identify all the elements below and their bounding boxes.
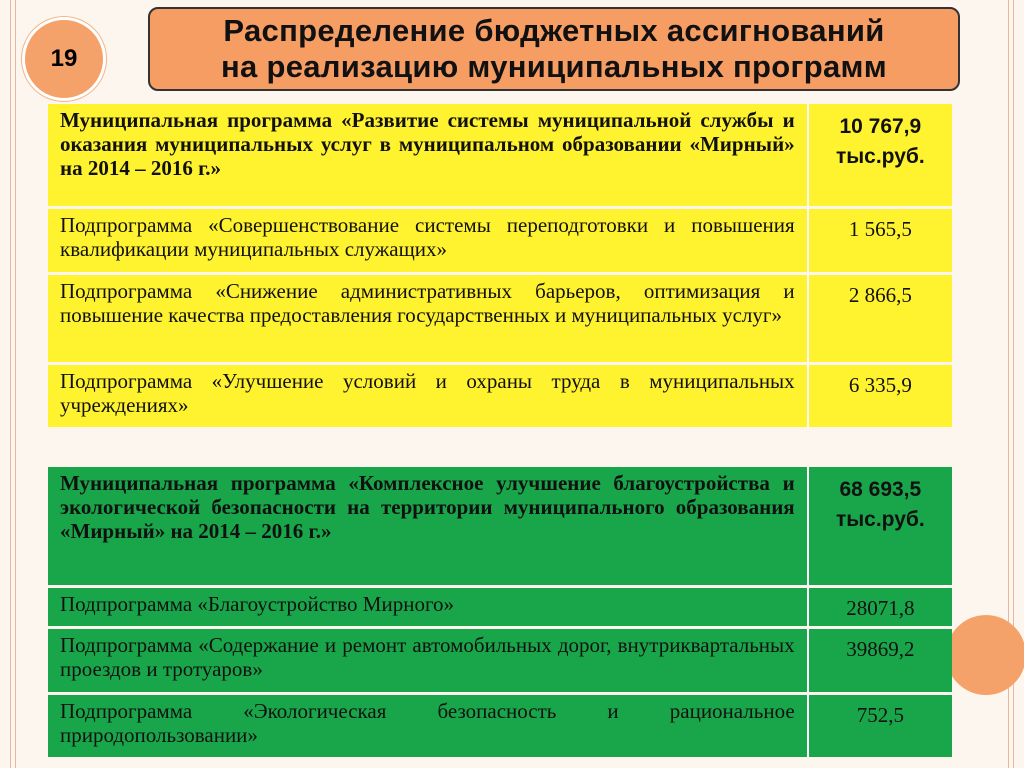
subprogram-text: Подпрограмма «Снижение административных барьеров, оптимизация и повышение качества предоставления государственных и муниципальных услуг»: [48, 275, 809, 362]
program-2-unit: тыс.руб.: [835, 508, 925, 531]
frame-left-decoration: [10, 0, 16, 768]
subprogram-row: [48, 275, 952, 362]
subprogram-text: Подпрограмма «Содержание и ремонт автомобильных дорог, внутриквартальных проездов и тротуаров»: [48, 629, 809, 692]
subprogram-text: Подпрограмма «Совершенствование системы переподготовки и повышения квалификации муниципальных служащих»: [48, 209, 809, 272]
side-decoration-circle: [946, 615, 1024, 695]
subprogram-amount: 39869,2: [809, 629, 952, 692]
subprogram-amount: 752,5: [809, 695, 952, 757]
slide-number-badge: [22, 17, 106, 101]
subprogram-row: [48, 365, 952, 427]
subprogram-row: [48, 695, 952, 757]
title-box: [148, 7, 960, 91]
subprogram-row: [48, 209, 952, 272]
program-1-title: Муниципальная программа «Развитие системы муниципальной службы и оказания муниципальных услуг в муниципальном образовании «Мирный» на 2014 – 2016 г.»: [48, 104, 809, 206]
subprogram-amount: 2 866,5: [809, 275, 952, 362]
program-2-table: [48, 464, 952, 760]
program-1-amount: 10 767,9: [839, 115, 922, 138]
program-1-table: [48, 101, 952, 430]
subprogram-amount: 6 335,9: [809, 365, 952, 427]
title-line-1: Распределение бюджетных ассигнований: [223, 13, 885, 48]
subprogram-text: Подпрограмма «Экологическая безопасность и рациональное природопользовании»: [48, 695, 809, 757]
slide-number: 19: [50, 45, 78, 72]
program-2-amount: 68 693,5: [839, 478, 922, 501]
program-2-title: Муниципальная программа «Комплексное улучшение благоустройства и экологической безопасности на территории муниципального образования «Мирный» на 2014 – 2016 г.»: [48, 467, 809, 585]
program-2-total: [809, 467, 952, 585]
subprogram-amount: 1 565,5: [809, 209, 952, 272]
subprogram-text: Подпрограмма «Улучшение условий и охраны труда в муниципальных учреждениях»: [48, 365, 809, 427]
subprogram-row: [48, 588, 952, 626]
subprogram-text: Подпрограмма «Благоустройство Мирного»: [48, 588, 809, 626]
program-row: [48, 467, 952, 585]
subprogram-row: [48, 629, 952, 692]
program-1-unit: тыс.руб.: [835, 145, 925, 168]
title-line-2: на реализацию муниципальных программ: [221, 49, 887, 84]
program-row: [48, 104, 952, 206]
program-1-total: [809, 104, 952, 206]
subprogram-amount: 28071,8: [809, 588, 952, 626]
